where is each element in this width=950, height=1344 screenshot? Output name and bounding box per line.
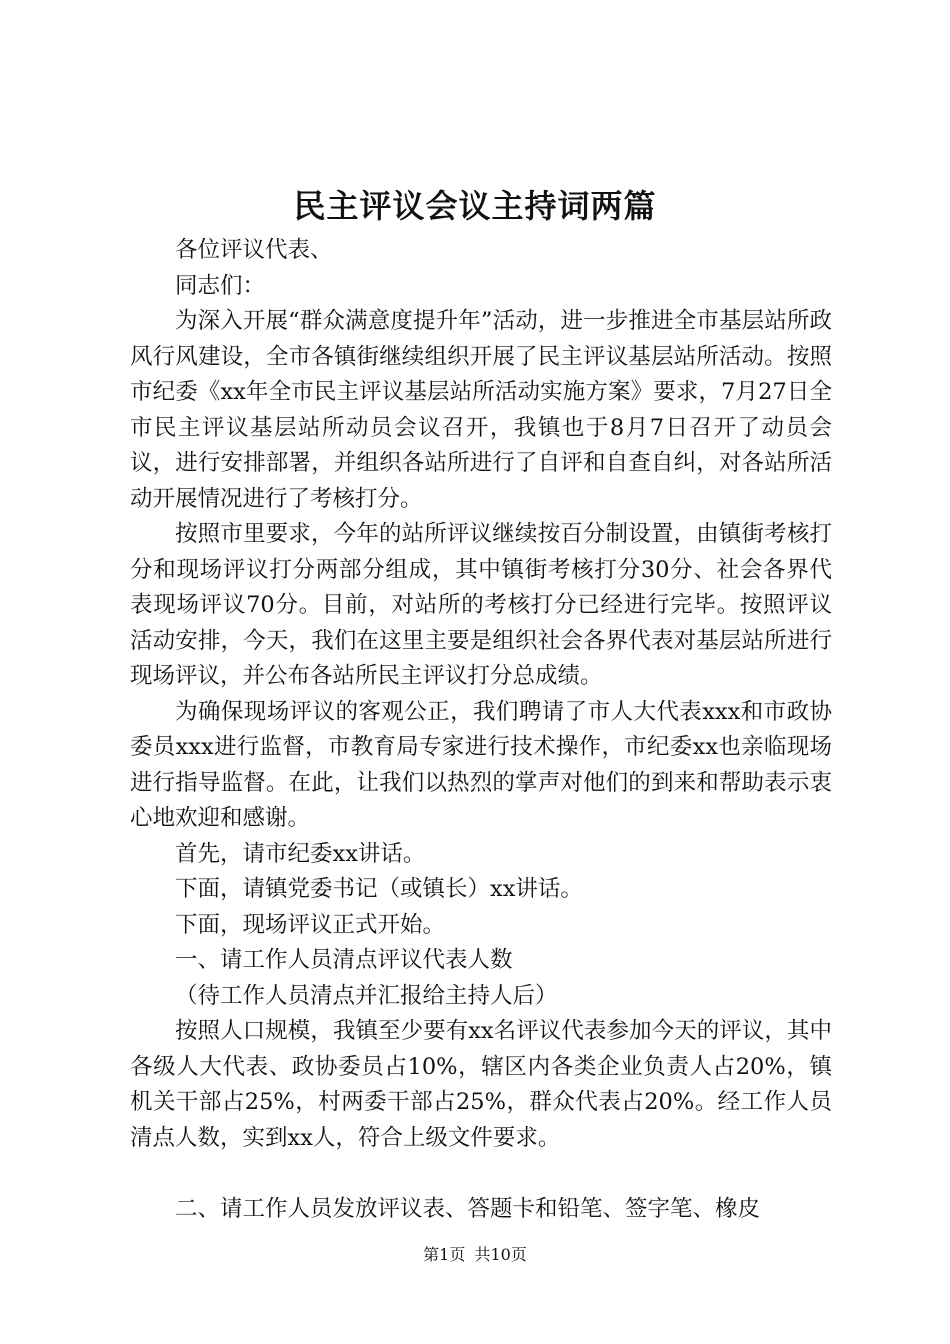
paragraph-requirements: 按照市里要求，今年的站所评议继续按百分制设置，由镇街考核打分和现场评议打分两部分组成，其中镇街考核打分30分、社会各界代表现场评议70分。目前，对站所的考核打分已经进行完毕。按照评议活动安排，今天，我们在这里主要是组织社会各界代表对基层站所进行现场评议，并公布各站所民主评议打分总成绩。 <box>130 521 832 689</box>
document-body <box>130 233 832 1228</box>
paragraph-second-speech: 下面，请镇党委书记（或镇长）xx讲话。 <box>175 876 583 902</box>
paragraph-step-one: 一、请工作人员清点评议代表人数 <box>175 947 513 973</box>
paragraph-supervision: 为确保现场评议的客观公正，我们聘请了市人大代表xxx和市政协委员xxx进行监督，市教育局专家进行技术操作，市纪委xx也亲临现场进行指导监督。在此，让我们以热烈的掌声对他们的到来和帮助表示衷心地欢迎和感谢。 <box>130 698 832 831</box>
paragraph-step-one-note: （待工作人员清点并汇报给主持人后） <box>175 982 558 1009</box>
page-footer <box>0 1243 950 1267</box>
paragraph-salutation-2: 同志们： <box>175 272 266 299</box>
paragraph-attendance: 按照人口规模，我镇至少要有xx名评议代表参加今天的评议，其中各级人大代表、政协委员占10%，辖区内各类企业负责人占20%，镇机关干部占25%，村两委干部占25%，群众代表占20%。经工作人员清点人数，实到xx人，符合上级文件要求。 <box>130 1018 832 1151</box>
document-title: 民主评议会议主持词两篇 <box>293 187 657 225</box>
paragraph-step-two: 二、请工作人员发放评议表、答题卡和铅笔、签字笔、橡皮 <box>175 1196 761 1222</box>
page-total: 共10页 <box>474 1245 527 1264</box>
paragraph-first-speech: 首先，请市纪委xx讲话。 <box>175 840 426 867</box>
paragraph-start: 下面，现场评议正式开始。 <box>175 911 446 938</box>
page-number: 第1页 <box>423 1245 466 1264</box>
paragraph-background: 为深入开展“群众满意度提升年”活动，进一步推进全市基层站所政风行风建设，全市各镇街继续组织开展了民主评议基层站所活动。按照市纪委《xx年全市民主评议基层站所活动实施方案》要求，7月27日全市民主评议基层站所动员会议召开，我镇也于8月7日召开了动员会议，进行安排部署，并组织各站所进行了自评和自查自纠，对各站所活动开展情况进行了考核打分。 <box>130 308 832 512</box>
paragraph-salutation-1: 各位评议代表、 <box>175 237 333 263</box>
